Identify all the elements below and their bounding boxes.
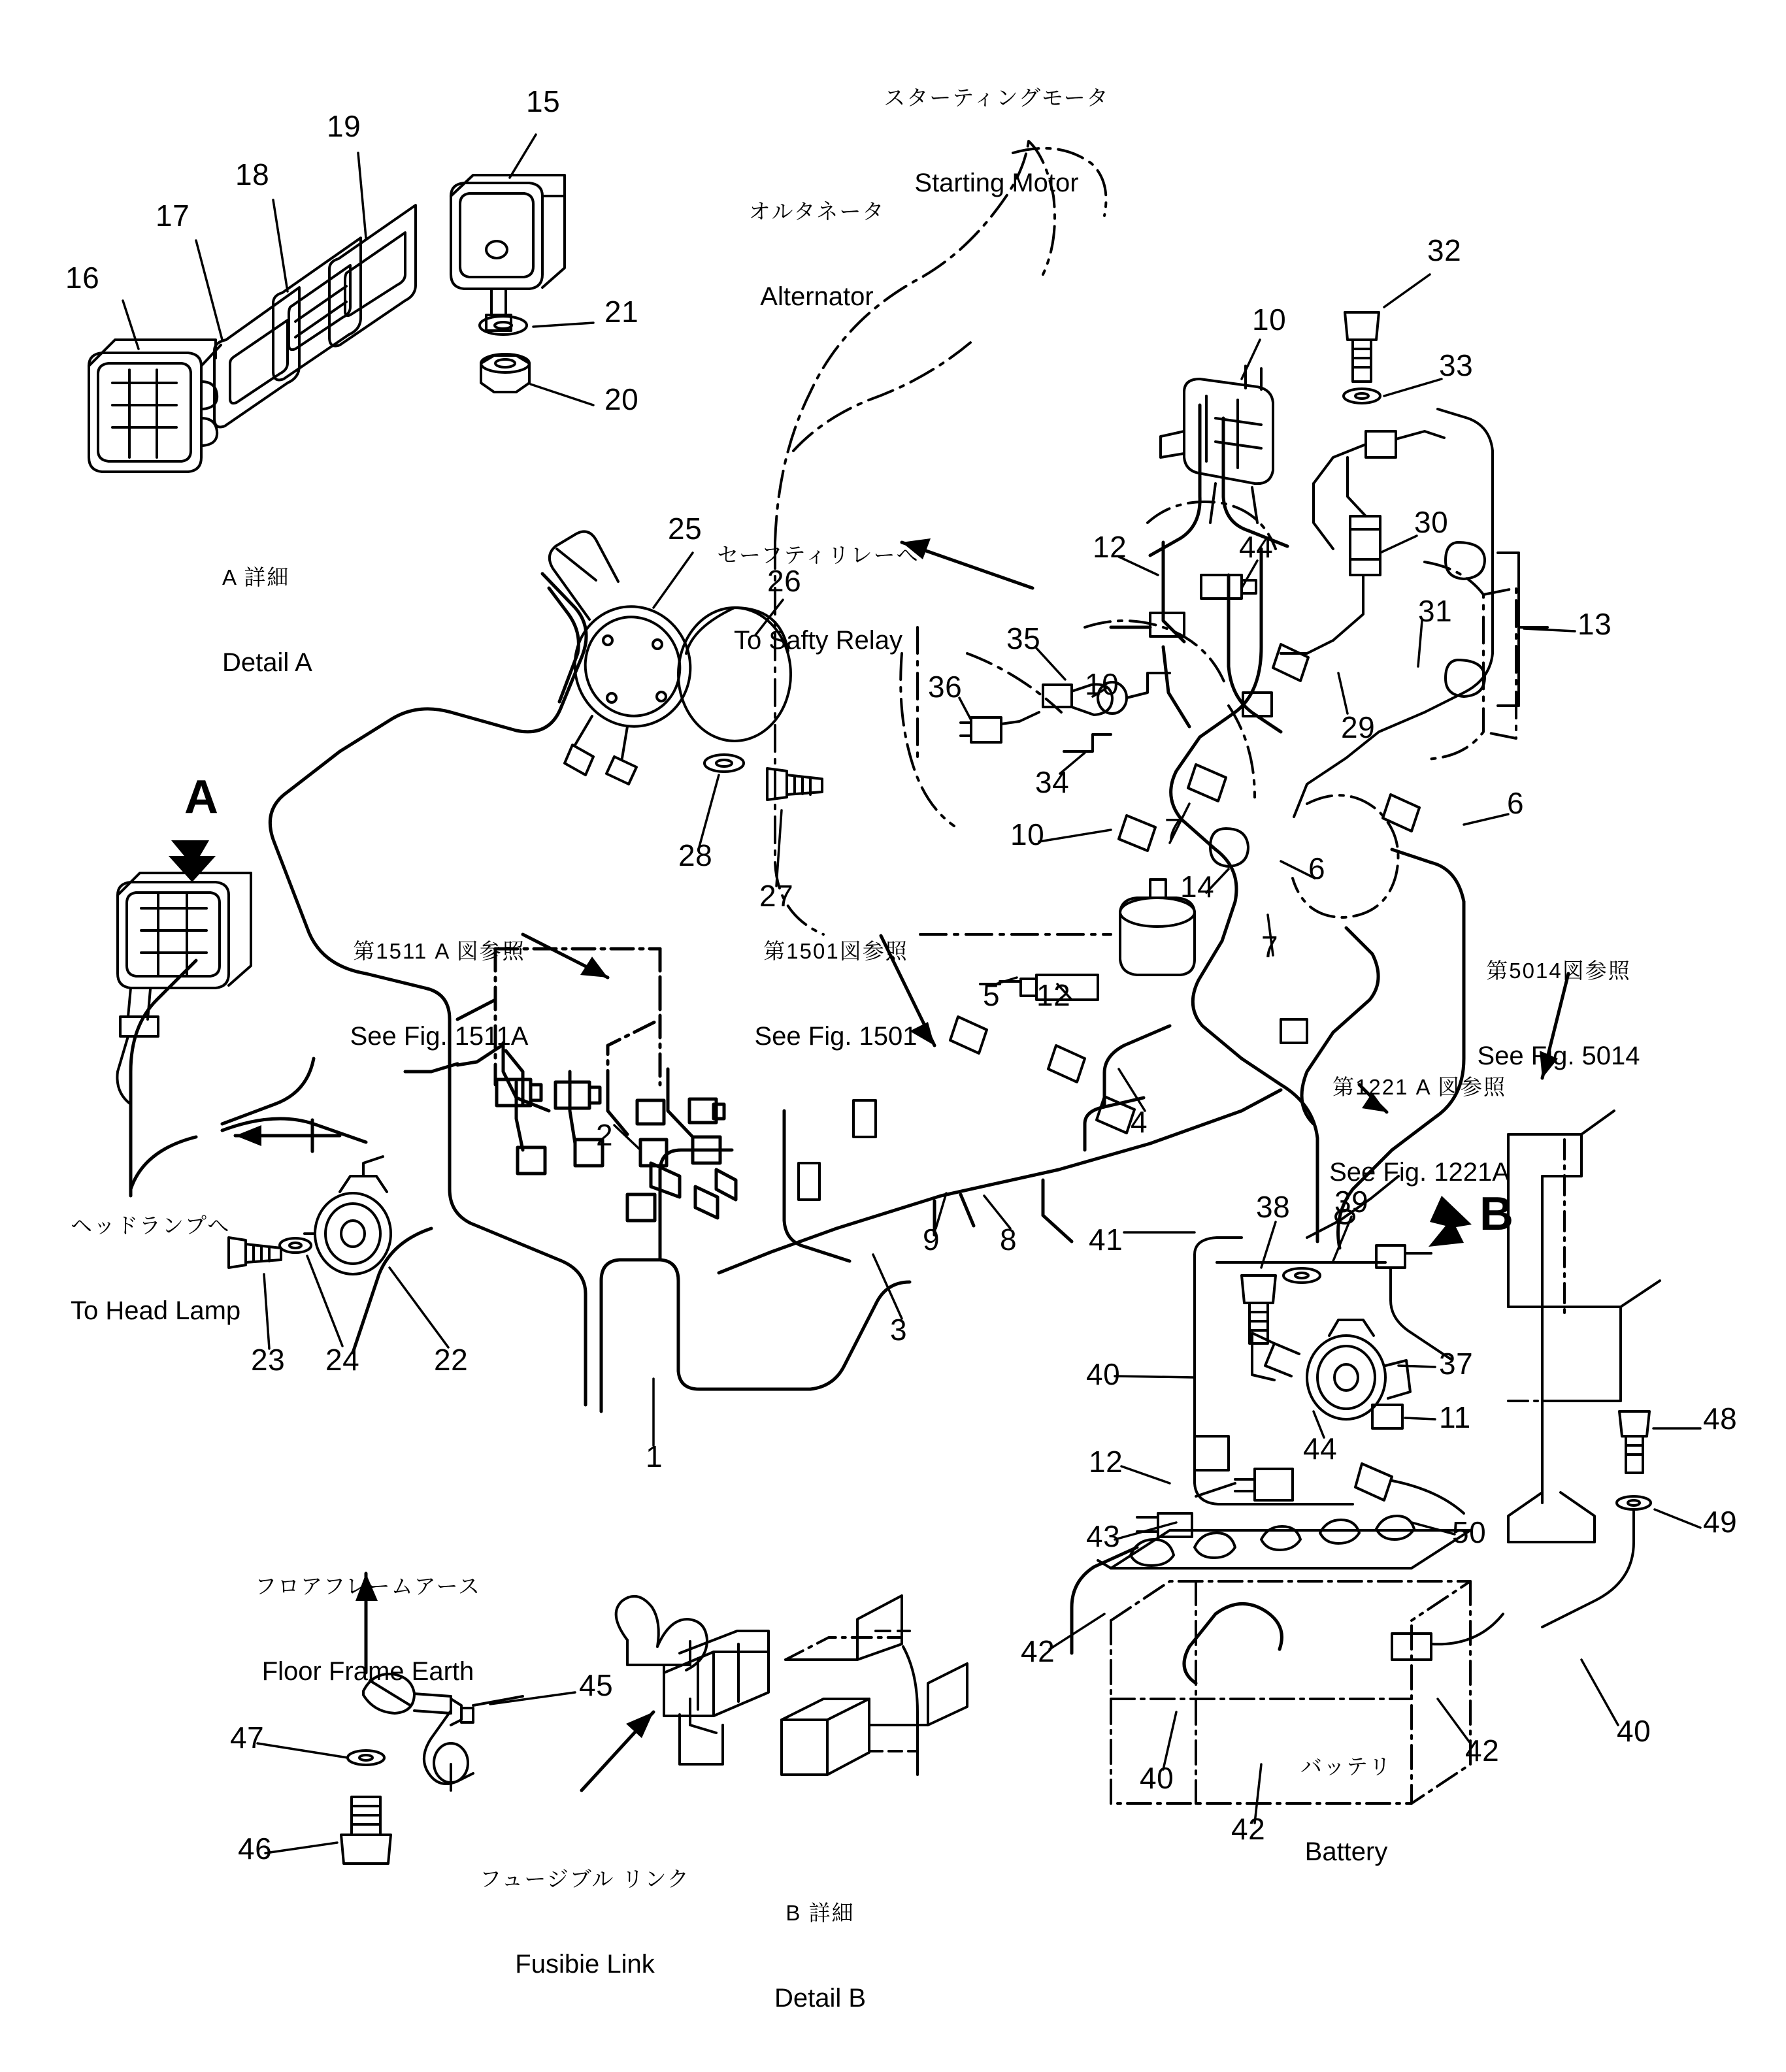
caption-see-fig-1501-en: See Fig. 1501 <box>754 1022 918 1051</box>
caption-see-fig-1501 <box>708 881 963 1110</box>
callout-12-b: 12 <box>1036 978 1071 1012</box>
caption-see-fig-1511a-jp: 第1511 A 図参照 <box>353 938 525 963</box>
callout-23: 23 <box>251 1343 286 1377</box>
caption-alternator-en: Alternator <box>760 282 874 312</box>
callout-8: 8 <box>1000 1223 1017 1257</box>
fusible-link-detail-b <box>616 1596 967 1775</box>
bolt-38 <box>1242 1275 1276 1343</box>
callout-12-c: 12 <box>1089 1445 1123 1479</box>
callout-33: 33 <box>1439 348 1474 382</box>
washer-49 <box>1542 1496 1651 1627</box>
caption-battery-jp: バッテリ <box>1300 1754 1392 1779</box>
callout-42-c: 42 <box>1465 1734 1500 1768</box>
caption-see-fig-5014-en: See Fig. 5014 <box>1477 1042 1640 1071</box>
caption-fusible-link <box>444 1809 725 2038</box>
caption-floor-frame-earth-jp: フロアフレームアース <box>254 1573 482 1598</box>
callout-9: 9 <box>923 1223 940 1257</box>
callout-22: 22 <box>434 1343 469 1377</box>
detail-marker-b: B <box>1480 1188 1513 1240</box>
callout-15: 15 <box>526 84 561 118</box>
caption-fusible-link-en: Fusibie Link <box>515 1950 655 1979</box>
washer-33 <box>1344 389 1380 403</box>
callout-16: 16 <box>65 261 100 295</box>
caption-to-safety-relay <box>674 485 962 714</box>
caption-starting-motor-jp: スターティングモータ <box>884 85 1110 110</box>
caption-detail-b-en: Detail B <box>774 1984 867 2013</box>
lamp-body-16 <box>89 340 221 472</box>
caption-detail-a <box>222 507 312 736</box>
gasket-17 <box>214 288 299 427</box>
callout-18: 18 <box>235 157 270 191</box>
caption-see-fig-1221a-en: See Fig. 1221A <box>1329 1158 1510 1187</box>
caption-to-head-lamp-en: To Head Lamp <box>71 1296 241 1326</box>
caption-see-fig-5014-jp: 第5014図参照 <box>1486 958 1631 983</box>
caption-floor-frame-earth <box>227 1516 508 1745</box>
caption-to-head-lamp <box>71 1155 240 1385</box>
washer-39 <box>1283 1268 1320 1283</box>
caption-battery-en: Battery <box>1304 1837 1388 1867</box>
caption-floor-frame-earth-en: Floor Frame Earth <box>261 1657 474 1686</box>
callout-31: 31 <box>1418 594 1453 628</box>
caption-detail-b <box>712 1843 928 2072</box>
battery-relay-group <box>1273 409 1547 817</box>
callout-10-c: 10 <box>1010 817 1045 851</box>
caption-see-fig-1501-jp: 第1501図参照 <box>763 938 908 963</box>
callout-47: 47 <box>230 1720 265 1754</box>
callout-45: 45 <box>579 1668 614 1702</box>
caption-detail-a-jp: A 詳細 <box>222 565 290 589</box>
caption-to-head-lamp-jp: ヘッドランプへ <box>71 1213 231 1238</box>
caption-battery <box>1248 1696 1444 1926</box>
callout-1: 1 <box>646 1439 663 1473</box>
bolt-48 <box>1619 1411 1649 1473</box>
callout-10: 10 <box>1252 303 1287 337</box>
detail-marker-a: A <box>184 771 218 823</box>
callout-44: 44 <box>1239 530 1274 564</box>
callout-42-b: 42 <box>1231 1812 1266 1846</box>
callout-39: 39 <box>1334 1185 1369 1219</box>
callout-34: 34 <box>1035 765 1070 799</box>
callout-24: 24 <box>325 1343 360 1377</box>
caption-detail-a-en: Detail A <box>222 648 312 678</box>
caption-starting-motor-en: Starting Motor <box>914 169 1079 198</box>
callout-20: 20 <box>604 382 639 416</box>
lens-19 <box>329 205 416 346</box>
callout-12: 12 <box>1093 530 1127 564</box>
callout-30: 30 <box>1414 505 1449 539</box>
starting-motor-10 <box>1161 366 1273 523</box>
horn-22 <box>305 1157 391 1274</box>
callout-38: 38 <box>1256 1190 1291 1224</box>
to-head-lamp-arrow <box>235 1120 340 1151</box>
callout-50: 50 <box>1452 1515 1487 1549</box>
nut-20 <box>481 354 529 392</box>
callout-4: 4 <box>1131 1105 1148 1139</box>
head-lamp-detail-a <box>117 873 251 1104</box>
callout-26: 26 <box>767 564 802 598</box>
callout-48: 48 <box>1703 1402 1738 1436</box>
caption-detail-b-jp: B 詳細 <box>786 1900 855 1925</box>
caption-to-safety-relay-jp: セーフティリレーへ <box>717 542 919 567</box>
callout-44-b: 44 <box>1303 1432 1338 1466</box>
lamp-assembly-15 <box>451 175 565 331</box>
callout-2: 2 <box>596 1118 614 1152</box>
callout-6: 6 <box>1308 851 1326 885</box>
callout-17: 17 <box>156 199 190 233</box>
callout-7-b: 7 <box>1261 930 1279 964</box>
caption-see-fig-1511a <box>302 881 576 1110</box>
callout-25: 25 <box>668 512 703 546</box>
callout-46: 46 <box>238 1832 273 1866</box>
caption-alternator-jp: オルタネータ <box>748 199 885 223</box>
callout-10-b: 10 <box>1085 667 1119 701</box>
bolt-46 <box>341 1797 391 1864</box>
callout-43: 43 <box>1086 1519 1121 1553</box>
callout-32: 32 <box>1427 233 1462 267</box>
sensor-group-35-36 <box>961 673 1170 751</box>
callout-7: 7 <box>1165 812 1182 846</box>
caption-fusible-link-jp: フュージブル リンク <box>480 1866 690 1891</box>
callout-35: 35 <box>1006 621 1041 655</box>
bolt-32 <box>1345 312 1379 382</box>
caption-see-fig-1221a <box>1282 1017 1557 1246</box>
callout-21: 21 <box>604 295 639 329</box>
callout-6-b: 6 <box>1507 786 1525 820</box>
caption-see-fig-1221a-jp: 第1221 A 図参照 <box>1332 1074 1506 1099</box>
callout-40-b: 40 <box>1140 1761 1174 1795</box>
caption-starting-motor <box>850 27 1144 257</box>
callout-19: 19 <box>327 109 361 143</box>
detail-a-arrow <box>169 840 216 882</box>
callout-11: 11 <box>1439 1400 1471 1434</box>
callout-3: 3 <box>890 1313 908 1347</box>
callout-40-c: 40 <box>1617 1714 1651 1748</box>
washer-24 <box>280 1238 311 1253</box>
callout-40: 40 <box>1086 1357 1121 1391</box>
callout-49: 49 <box>1703 1505 1738 1539</box>
callout-27: 27 <box>759 879 794 913</box>
callout-28: 28 <box>678 838 713 872</box>
callout-36: 36 <box>928 670 963 704</box>
caption-to-safety-relay-en: To Safty Relay <box>734 626 902 655</box>
callout-14: 14 <box>1180 870 1215 904</box>
callout-13: 13 <box>1578 607 1612 641</box>
washer-47 <box>348 1751 384 1765</box>
fusible-link-leader <box>582 1712 653 1790</box>
callout-29: 29 <box>1341 710 1376 744</box>
callout-5: 5 <box>983 978 1000 1012</box>
callout-37: 37 <box>1439 1347 1474 1381</box>
callout-41: 41 <box>1089 1223 1123 1257</box>
caption-see-fig-1511a-en: See Fig. 1511A <box>350 1022 529 1051</box>
callout-42: 42 <box>1021 1634 1055 1668</box>
